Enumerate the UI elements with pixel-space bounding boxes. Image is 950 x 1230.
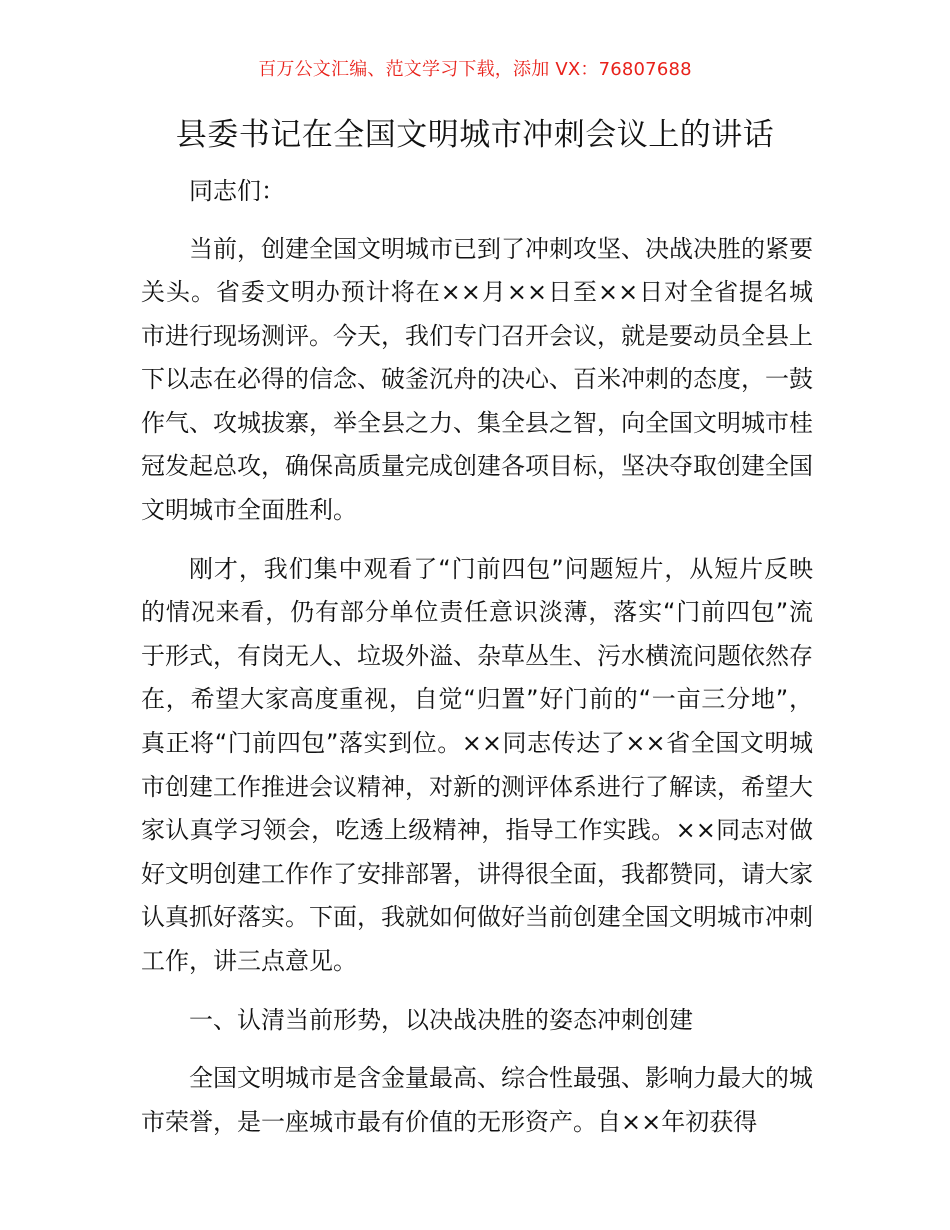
greeting: 同志们： [189, 177, 285, 205]
download-notice: 百万公文汇编、范文学习下载，添加 VX：76807688 [258, 59, 692, 80]
paragraph-2: 刚才，我们集中观看了“门前四包”问题短片，从短片反映的情况来看，仍有部分单位责任意识淡薄，落实“门前四包”流于形式，有岗无人、垃圾外溢、杂草丛生、污水横流问题依然存在，希望大家高度重视，自觉“归置”好门前的“一亩三分地”，真正将“门前四包”落实到位。××同志传达了××省全国文明城市创建工作推进会议精神，对新的测评体系进行了解读，希望大家认真学习领会，吃透上级精神，指导工作实践。××同志对做好文明创建工作作了安排部署，讲得很全面，我都赞同，请大家认真抓好落实。下面，我就如何做好当前创建全国文明城市冲刺工作，讲三点意见。 [141, 554, 813, 975]
section-heading-1: 一、认清当前形势，以决战决胜的姿态冲刺创建 [189, 1005, 693, 1034]
document-body [141, 170, 813, 1159]
paragraph-3: 全国文明城市是含金量最高、综合性最强、影响力最大的城市荣誉，是一座城市最有价值的无形资产。自××年初获得 [141, 1064, 813, 1136]
paragraph-1: 当前，创建全国文明城市已到了冲刺攻坚、决战决胜的紧要关头。省委文明办预计将在××月××日至××日对全省提名城市进行现场测评。今天，我们专门召开会议，就是要动员全县上下以志在必得的信念、破釜沉舟的决心、百米冲刺的态度，一鼓作气、攻城拔寨，举全县之力、集全县之智，向全国文明城市桂冠发起总攻，确保高质量完成创建各项目标，坚决夺取创建全国文明城市全面胜利。 [141, 234, 813, 525]
document-title: 县委书记在全国文明城市冲刺会议上的讲话 [175, 117, 775, 153]
